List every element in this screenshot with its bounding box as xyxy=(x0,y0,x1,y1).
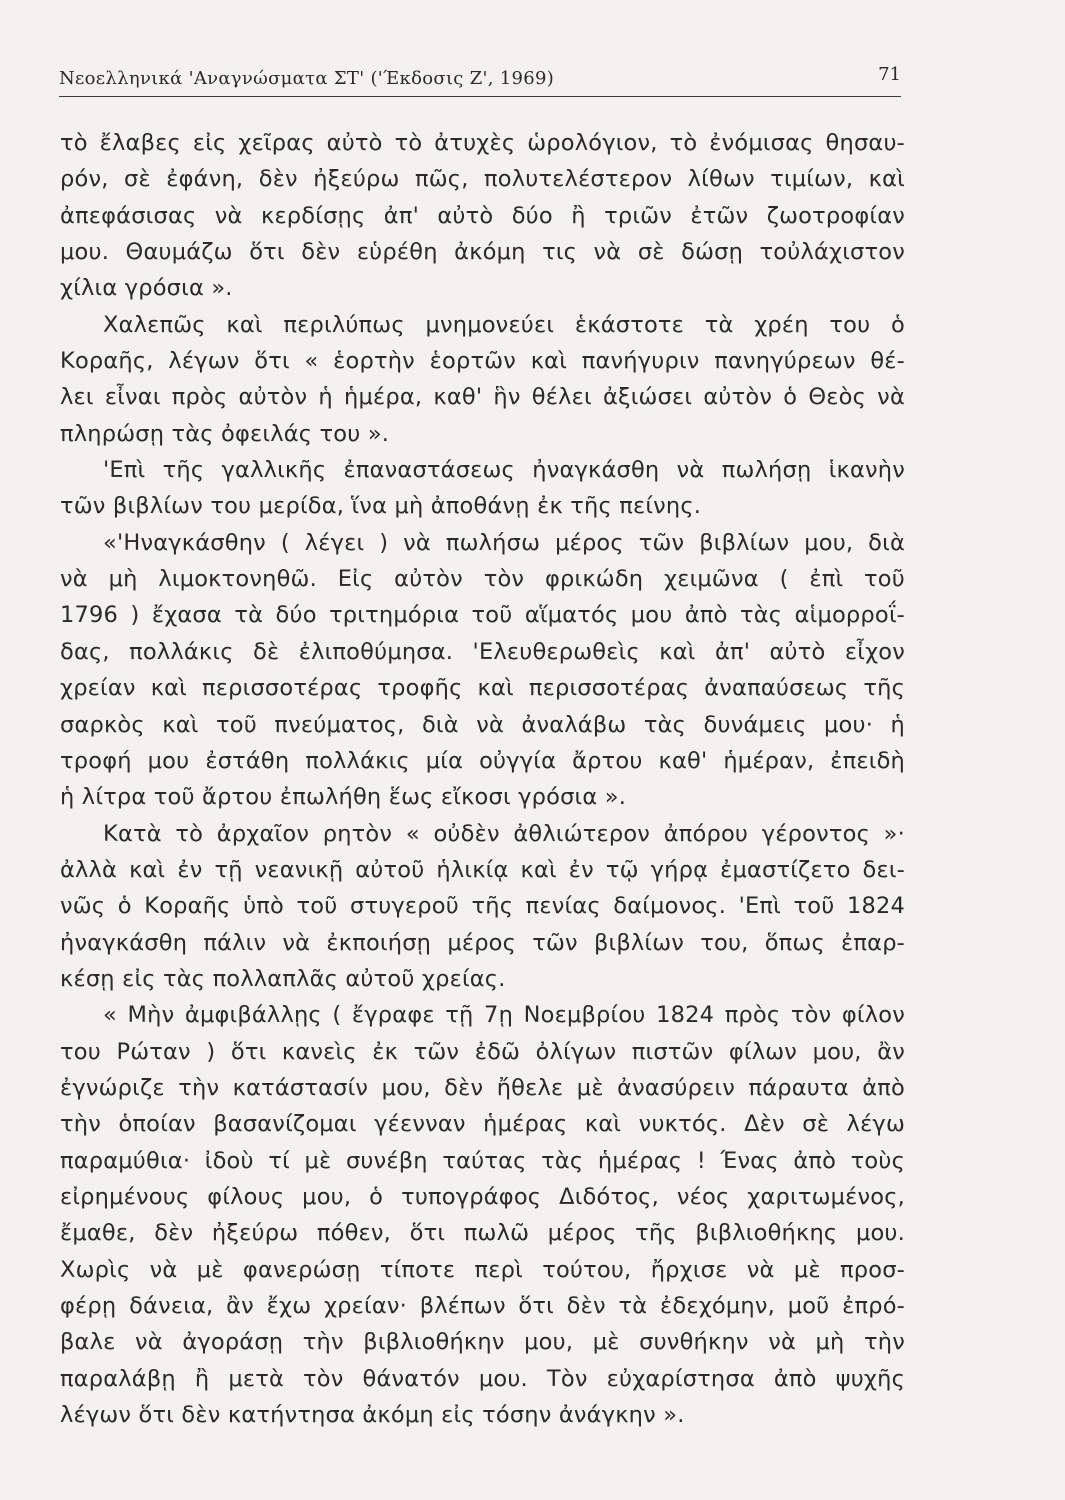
text-line: λει εἶναι πρὸς αὐτὸν ἡ ἡμέρα, καθ' ἣν θέλει ἀξιώσει αὐτὸν ὁ Θεὸς νὰ xyxy=(60,384,905,411)
text-line: φέρῃ δάνεια, ἂν ἔχω χρείαν· βλέπων ὅτι δὲν τὰ ἐδεχόμην, μοῦ ἐπρό- xyxy=(60,1293,905,1319)
body-text xyxy=(60,125,905,1433)
text-line: τὸ ἔλαβες εἰς χεῖρας αὐτὸ τὸ ἀτυχὲς ὡρολόγιον, τὸ ἐνόμισας θησαυ- xyxy=(60,130,905,156)
text-line: 1796 ) ἔχασα τὰ δύο τριτημόρια τοῦ αἵματός μου ἀπὸ τὰς αἱμορροΐ- xyxy=(60,602,905,629)
text-line: τὴν ὁποίαν βασανίζομαι γέενναν ἡμέρας καὶ νυκτός. Δὲν σὲ λέγω xyxy=(60,1111,905,1138)
text-line: « Μὴν ἀμφιβάλλῃς ( ἔγραφε τῇ 7ῃ Νοεμβρίου 1824 πρὸς τὸν φίλον xyxy=(103,1002,905,1029)
text-line: «'Ηναγκάσθην ( λέγει ) νὰ πωλήσω μέρος τῶν βιβλίων μου, διὰ xyxy=(103,529,905,556)
text-line: νῶς ὁ Κοραῆς ὑπὸ τοῦ στυγεροῦ τῆς πενίας δαίμονος. 'Επὶ τοῦ 1824 xyxy=(60,893,905,920)
text-line: ἀπεφάσισας νὰ κερδίσῃς ἀπ' αὐτὸ δύο ἢ τριῶν ἐτῶν ζωοτροφίαν xyxy=(60,202,905,229)
running-title: Νεοελληνικά 'Αναγνώσματα ΣΤ' ('Έκδοσις Ζ', 1969) xyxy=(59,68,555,89)
text-line: ἡ λίτρα τοῦ ἄρτου ἐπωλήθη ἕως εἴκοσι γρόσια ». xyxy=(60,784,627,811)
text-line: ρόν, σὲ ἐφάνη, δὲν ἠξεύρω πῶς, πολυτελέστερον λίθων τιμίων, καὶ xyxy=(60,166,905,193)
text-line: 'Επὶ τῆς γαλλικῆς ἐπαναστάσεως ἠναγκάσθη νὰ πωλήσῃ ἱκανὴν xyxy=(103,457,905,484)
text-line: δας, πολλάκις δὲ ἐλιποθύμησα. 'Ελευθερωθεὶς καὶ ἀπ' αὐτὸ εἶχον xyxy=(60,638,905,665)
text-line: εἰρημένους φίλους μου, ὁ τυπογράφος Διδότος, νέος χαριτωμένος, xyxy=(60,1183,905,1210)
text-line: βαλε νὰ ἀγοράσῃ τὴν βιβλιοθήκην μου, μὲ συνθήκην νὰ μὴ τὴν xyxy=(60,1329,905,1356)
running-header xyxy=(59,62,901,97)
text-line: τῶν βιβλίων του μερίδα, ἵνα μὴ ἀποθάνῃ ἐκ τῆς πείνης. xyxy=(60,493,702,520)
text-line: του Ρώταν ) ὅτι κανεὶς ἐκ τῶν ἐδῶ ὀλίγων πιστῶν φίλων μου, ἂν xyxy=(60,1038,905,1065)
text-line: χρείαν καὶ περισσοτέρας τροφῆς καὶ περισσοτέρας ἀναπαύσεως τῆς xyxy=(60,675,905,702)
text-line: ἀλλὰ καὶ ἐν τῇ νεανικῇ αὐτοῦ ἡλικίᾳ καὶ ἐν τῷ γήρᾳ ἐμαστίζετο δει- xyxy=(60,856,905,883)
text-line: κέσῃ εἰς τὰς πολλαπλᾶς αὐτοῦ χρείας. xyxy=(60,965,506,992)
text-line: Χωρὶς νὰ μὲ φανερώσῃ τίποτε περὶ τούτου, ἤρχισε νὰ μὲ προσ- xyxy=(60,1256,905,1283)
text-line: χίλια γρόσια ». xyxy=(60,275,233,302)
text-line: μου. Θαυμάζω ὅτι δὲν εὑρέθη ἀκόμη τις νὰ σὲ δώσῃ τοὐλάχιστον xyxy=(60,239,905,266)
text-line: ἔμαθε, δὲν ἠξεύρω πόθεν, ὅτι πωλῶ μέρος τῆς βιβλιοθήκης μου. xyxy=(60,1220,905,1247)
text-line: τροφή μου ἐστάθη πολλάκις μία οὐγγία ἄρτου καθ' ἡμέραν, ἐπειδὴ xyxy=(60,747,905,774)
text-line: σαρκὸς καὶ τοῦ πνεύματος, διὰ νὰ ἀναλάβω τὰς δυνάμεις μου· ἡ xyxy=(60,711,905,738)
text-line: νὰ μὴ λιμοκτονηθῶ. Εἰς αὐτὸν τὸν φρικώδη χειμῶνα ( ἐπὶ τοῦ xyxy=(60,566,905,593)
text-line: ἐγνώριζε τὴν κατάστασίν μου, δὲν ἤθελε μὲ ἀνασύρειν πάραυτα ἀπὸ xyxy=(60,1074,905,1101)
text-line: παραλάβῃ ἢ μετὰ τὸν θάνατόν μου. Τὸν εὐχαρίστησα ἀπὸ ψυχῆς xyxy=(60,1365,905,1392)
text-line: πληρώσῃ τὰς ὀφειλάς του ». xyxy=(60,420,390,447)
text-line: ἠναγκάσθη πάλιν νὰ ἐκποιήσῃ μέρος τῶν βιβλίων του, ὅπως ἐπαρ- xyxy=(60,929,905,956)
text-line: Κοραῆς, λέγων ὅτι « ἑορτὴν ἑορτῶν καὶ πανήγυριν πανηγύρεων θέ- xyxy=(60,348,905,375)
text-line: Χαλεπῶς καὶ περιλύπως μνημονεύει ἑκάστοτε τὰ χρέη του ὁ xyxy=(103,311,905,338)
text-line: Κατὰ τὸ ἀρχαῖον ρητὸν « οὐδὲν ἀθλιώτερον ἀπόρου γέροντος »· xyxy=(103,820,905,847)
text-line: λέγων ὅτι δὲν κατήντησα ἀκόμη εἰς τόσην ἀνάγκην ». xyxy=(60,1402,685,1429)
text-line: παραμύθια· ἰδοὺ τί μὲ συνέβη ταύτας τὰς ἡμέρας ! Ένας ἀπὸ τοὺς xyxy=(60,1147,905,1174)
page-number: 71 xyxy=(878,64,901,85)
